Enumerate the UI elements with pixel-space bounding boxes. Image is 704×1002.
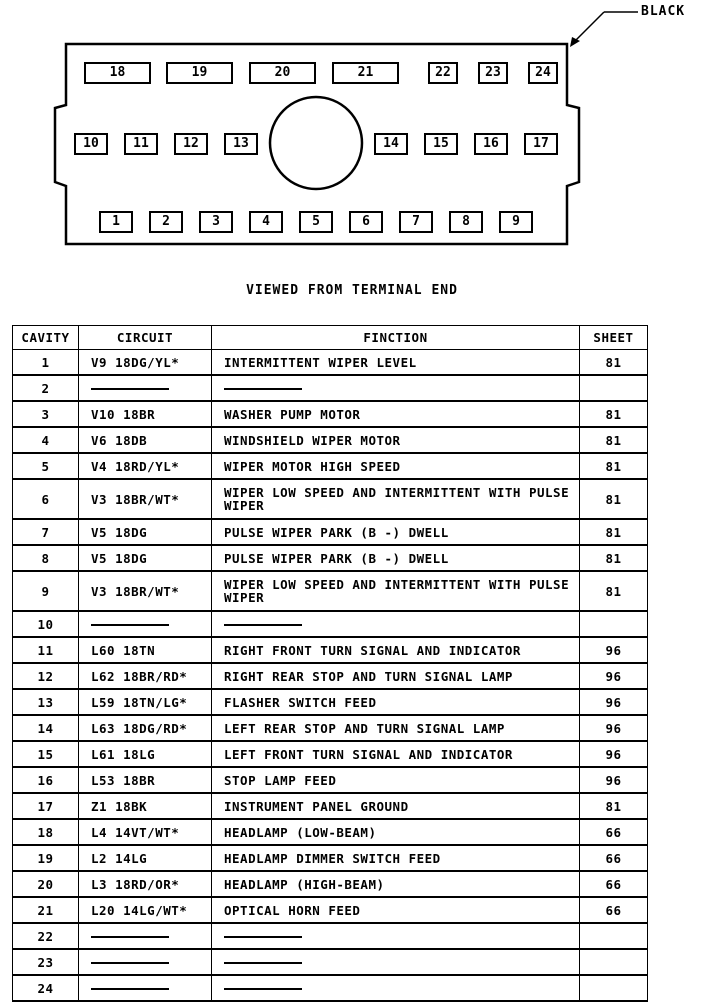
sheet-cell	[580, 611, 648, 637]
sheet-cell: 81	[580, 350, 648, 376]
cavity-16: 16	[474, 133, 508, 155]
circuit-cell	[79, 611, 212, 637]
table-row	[13, 479, 648, 519]
view-caption: VIEWED FROM TERMINAL END	[246, 283, 458, 298]
function-cell: INSTRUMENT PANEL GROUND	[212, 793, 580, 819]
function-cell: WINDSHIELD WIPER MOTOR	[212, 427, 580, 453]
cavity-cell: 9	[13, 571, 79, 611]
cavity-5: 5	[299, 211, 333, 233]
cavity-cell: 18	[13, 819, 79, 845]
header-function: FINCTION	[212, 326, 580, 350]
table-row	[13, 350, 648, 376]
table-row	[13, 767, 648, 793]
sheet-cell	[580, 975, 648, 1001]
cavity-18: 18	[84, 62, 151, 84]
cavity-23: 23	[478, 62, 508, 84]
table-row	[13, 715, 648, 741]
circuit-cell: L20 14LG/WT*	[79, 897, 212, 923]
cavity-cell: 3	[13, 401, 79, 427]
unused-dash	[224, 988, 302, 990]
circuit-cell: V5 18DG	[79, 519, 212, 545]
sheet-cell: 81	[580, 401, 648, 427]
function-cell: RIGHT FRONT TURN SIGNAL AND INDICATOR	[212, 637, 580, 663]
header-circuit: CIRCUIT	[79, 326, 212, 350]
table-row	[13, 845, 648, 871]
unused-dash	[91, 962, 169, 964]
cavity-cell: 19	[13, 845, 79, 871]
cavity-21: 21	[332, 62, 399, 84]
cavity-1: 1	[99, 211, 133, 233]
circuit-cell: L61 18LG	[79, 741, 212, 767]
cavity-cell: 23	[13, 949, 79, 975]
circuit-cell: V6 18DB	[79, 427, 212, 453]
sheet-cell: 96	[580, 663, 648, 689]
function-cell: WASHER PUMP MOTOR	[212, 401, 580, 427]
table-row	[13, 871, 648, 897]
circuit-cell: V9 18DG/YL*	[79, 350, 212, 376]
function-cell: HEADLAMP (LOW-BEAM)	[212, 819, 580, 845]
sheet-cell: 66	[580, 819, 648, 845]
table-row	[13, 519, 648, 545]
table-row	[13, 975, 648, 1001]
sheet-cell: 81	[580, 453, 648, 479]
cavity-cell: 8	[13, 545, 79, 571]
sheet-cell: 81	[580, 571, 648, 611]
table-row	[13, 637, 648, 663]
cavity-cell: 5	[13, 453, 79, 479]
cavity-10: 10	[74, 133, 108, 155]
function-cell: PULSE WIPER PARK (B -) DWELL	[212, 519, 580, 545]
table-row	[13, 375, 648, 401]
circuit-cell	[79, 923, 212, 949]
function-cell: RIGHT REAR STOP AND TURN SIGNAL LAMP	[212, 663, 580, 689]
circuit-cell: L2 14LG	[79, 845, 212, 871]
sheet-cell: 96	[580, 637, 648, 663]
table-row	[13, 819, 648, 845]
function-cell: INTERMITTENT WIPER LEVEL	[212, 350, 580, 376]
table-row	[13, 793, 648, 819]
function-cell: FLASHER SWITCH FEED	[212, 689, 580, 715]
circuit-cell	[79, 375, 212, 401]
unused-dash	[224, 388, 302, 390]
function-cell: WIPER MOTOR HIGH SPEED	[212, 453, 580, 479]
cavity-cell: 13	[13, 689, 79, 715]
cavity-20: 20	[249, 62, 316, 84]
sheet-cell: 66	[580, 845, 648, 871]
cavity-24: 24	[528, 62, 558, 84]
cavity-cell: 15	[13, 741, 79, 767]
cavity-cell: 1	[13, 350, 79, 376]
cavity-12: 12	[174, 133, 208, 155]
cavity-4: 4	[249, 211, 283, 233]
cavity-3: 3	[199, 211, 233, 233]
cavity-cell: 12	[13, 663, 79, 689]
function-cell	[212, 975, 580, 1001]
cavity-cell: 11	[13, 637, 79, 663]
cavity-cell: 22	[13, 923, 79, 949]
sheet-cell: 66	[580, 897, 648, 923]
sheet-cell: 81	[580, 793, 648, 819]
sheet-cell	[580, 375, 648, 401]
cavity-7: 7	[399, 211, 433, 233]
sheet-cell: 96	[580, 767, 648, 793]
circuit-cell: Z1 18BK	[79, 793, 212, 819]
pinout-table	[12, 325, 648, 1002]
cavity-cell: 10	[13, 611, 79, 637]
cavity-13: 13	[224, 133, 258, 155]
color-leader-line	[574, 12, 604, 42]
sheet-cell: 81	[580, 427, 648, 453]
function-cell: PULSE WIPER PARK (B -) DWELL	[212, 545, 580, 571]
circuit-cell: L4 14VT/WT*	[79, 819, 212, 845]
sheet-cell: 81	[580, 519, 648, 545]
cavity-cell: 16	[13, 767, 79, 793]
function-cell	[212, 923, 580, 949]
sheet-cell: 96	[580, 741, 648, 767]
table-body	[13, 350, 648, 1002]
function-cell: OPTICAL HORN FEED	[212, 897, 580, 923]
cavity-cell: 14	[13, 715, 79, 741]
circuit-cell: V10 18BR	[79, 401, 212, 427]
unused-dash	[224, 962, 302, 964]
cavity-8: 8	[449, 211, 483, 233]
circuit-cell: L3 18RD/OR*	[79, 871, 212, 897]
cavity-cell: 6	[13, 479, 79, 519]
circuit-cell: L63 18DG/RD*	[79, 715, 212, 741]
header-cavity: CAVITY	[13, 326, 79, 350]
cavity-11: 11	[124, 133, 158, 155]
circuit-cell	[79, 975, 212, 1001]
cavity-22: 22	[428, 62, 458, 84]
center-post	[270, 97, 362, 189]
table-row	[13, 571, 648, 611]
table-row	[13, 427, 648, 453]
table-header-row	[13, 326, 648, 350]
header-sheet: SHEET	[580, 326, 648, 350]
table-row	[13, 897, 648, 923]
circuit-cell: V3 18BR/WT*	[79, 571, 212, 611]
cavity-cell: 24	[13, 975, 79, 1001]
cavity-cell: 17	[13, 793, 79, 819]
sheet-cell: 81	[580, 479, 648, 519]
table-row	[13, 401, 648, 427]
cavity-cell: 21	[13, 897, 79, 923]
circuit-cell: V4 18RD/YL*	[79, 453, 212, 479]
cavity-cell: 2	[13, 375, 79, 401]
function-cell: HEADLAMP (HIGH-BEAM)	[212, 871, 580, 897]
connector-color-label: BLACK	[641, 4, 686, 19]
table-row	[13, 949, 648, 975]
circuit-cell	[79, 949, 212, 975]
circuit-cell: L53 18BR	[79, 767, 212, 793]
cavity-cell: 7	[13, 519, 79, 545]
table-row	[13, 453, 648, 479]
cavity-cell: 4	[13, 427, 79, 453]
cavity-9: 9	[499, 211, 533, 233]
function-cell: WIPER LOW SPEED AND INTERMITTENT WITH PULSE WIPER	[212, 571, 580, 611]
function-cell: STOP LAMP FEED	[212, 767, 580, 793]
cavity-6: 6	[349, 211, 383, 233]
unused-dash	[91, 624, 169, 626]
circuit-cell: V3 18BR/WT*	[79, 479, 212, 519]
function-cell: WIPER LOW SPEED AND INTERMITTENT WITH PULSE WIPER	[212, 479, 580, 519]
unused-dash	[224, 936, 302, 938]
table-row	[13, 545, 648, 571]
unused-dash	[91, 936, 169, 938]
table-row	[13, 663, 648, 689]
function-cell: HEADLAMP DIMMER SWITCH FEED	[212, 845, 580, 871]
function-cell: LEFT REAR STOP AND TURN SIGNAL LAMP	[212, 715, 580, 741]
table-row	[13, 689, 648, 715]
circuit-cell: L59 18TN/LG*	[79, 689, 212, 715]
sheet-cell: 81	[580, 545, 648, 571]
table-row	[13, 611, 648, 637]
circuit-cell: L60 18TN	[79, 637, 212, 663]
cavity-15: 15	[424, 133, 458, 155]
cavity-14: 14	[374, 133, 408, 155]
function-cell: LEFT FRONT TURN SIGNAL AND INDICATOR	[212, 741, 580, 767]
sheet-cell: 96	[580, 715, 648, 741]
unused-dash	[224, 624, 302, 626]
cavity-2: 2	[149, 211, 183, 233]
cavity-19: 19	[166, 62, 233, 84]
sheet-cell	[580, 949, 648, 975]
function-cell	[212, 949, 580, 975]
sheet-cell: 66	[580, 871, 648, 897]
unused-dash	[91, 988, 169, 990]
unused-dash	[91, 388, 169, 390]
table-row	[13, 741, 648, 767]
function-cell	[212, 611, 580, 637]
table-row	[13, 923, 648, 949]
circuit-cell: V5 18DG	[79, 545, 212, 571]
cavity-17: 17	[524, 133, 558, 155]
function-cell	[212, 375, 580, 401]
circuit-cell: L62 18BR/RD*	[79, 663, 212, 689]
sheet-cell	[580, 923, 648, 949]
sheet-cell: 96	[580, 689, 648, 715]
cavity-cell: 20	[13, 871, 79, 897]
